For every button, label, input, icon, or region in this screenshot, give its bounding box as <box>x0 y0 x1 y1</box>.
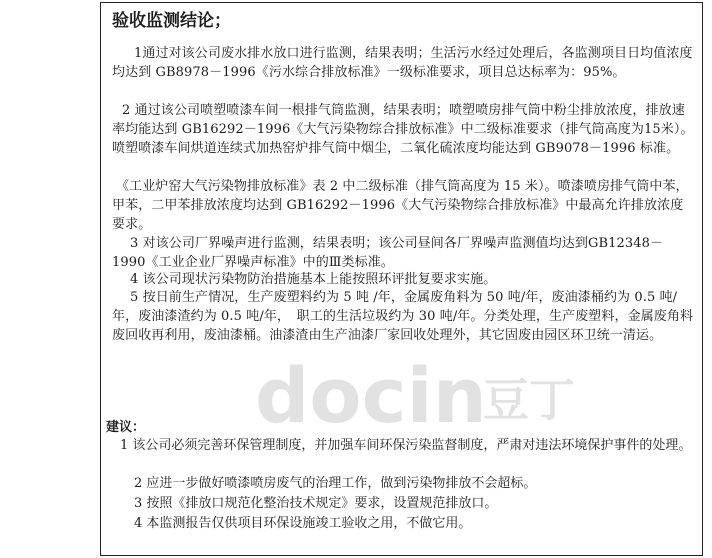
suggestion-item-1: 1 该公司必须完善环保管理制度，并加强车间环保污染监督制度，严肃对违法环境保护事件的处理。 <box>120 438 692 453</box>
conclusion-paragraph-2: 2 通过该公司喷塑喷漆车间一根排气筒监测，结果表明；喷塑喷房排气筒中粉尘排放浓度，排放速率均能达到 GB16292－1996《大气污染物综合排放标准》中二级标准要求（排气筒高度为15米）。喷塑喷漆车间烘道连续式加热窑炉排气筒中烟尘，二氧化硫浓度均能达到 GB9078－1996 标准。 <box>112 103 694 156</box>
conclusion-paragraph-5: 4 该公司现状污染物防治措施基本上能按照环评批复要求实施。 <box>130 272 497 287</box>
conclusion-paragraph-6: 5 按日前生产情况，生产废塑料约为 5 吨 /年，金属废角料为 50 吨/年，废油漆桶约为 0.5 吨/年，废油漆渣约为 0.5 吨/年， 职工的生活垃圾约为 30 吨/年。分类处理，生产废塑料，金属废角料废回收再利用，废油漆桶。油漆渣由生产油漆厂家回收处理外，其它固废由园区环卫统一清运。 <box>112 290 694 343</box>
conclusion-paragraph-4: 3 对该公司厂界噪声进行监测，结果表明；该公司昼间各厂界噪声监测值均达到GB12348－1990《工业企业厂界噪声标准》中的Ⅲ类标准。 <box>112 236 664 270</box>
watermark-chinese: 豆丁 <box>483 373 575 427</box>
conclusion-paragraph-3: 《工业炉窑大气污染物排放标准》表 2 中二级标准（排气筒高度为 15 米）。喷漆喷房排气筒中苯，甲苯，二甲苯排放浓度均达到 GB16292－1996《大气污染物综合排放标准》中最高允许排放浓度要求。 <box>112 179 689 232</box>
suggestions-title: 建议： <box>106 420 146 435</box>
conclusion-title: 验收监测结论； <box>112 11 231 31</box>
watermark-latin: docin <box>255 351 487 440</box>
suggestion-item-4: 4 本监测报告仅供项目环保设施竣工验收之用，不做它用。 <box>134 516 472 531</box>
suggestion-item-2: 2 应进一步做好喷漆喷房废气的治理工作，做到污染物排放不会超标。 <box>134 476 537 491</box>
suggestion-item-3: 3 按照《排放口规范化整治技术规定》要求，设置规范排放口。 <box>134 496 498 511</box>
conclusion-paragraph-1: 1通过对该公司废水排水放口进行监测，结果表明；生活污水经过处理后，各监测项目日均值浓度均达到 GB8978－1996《污水综合排放标准》一级标准要求，项目总达标率为：95%。 <box>112 46 693 80</box>
